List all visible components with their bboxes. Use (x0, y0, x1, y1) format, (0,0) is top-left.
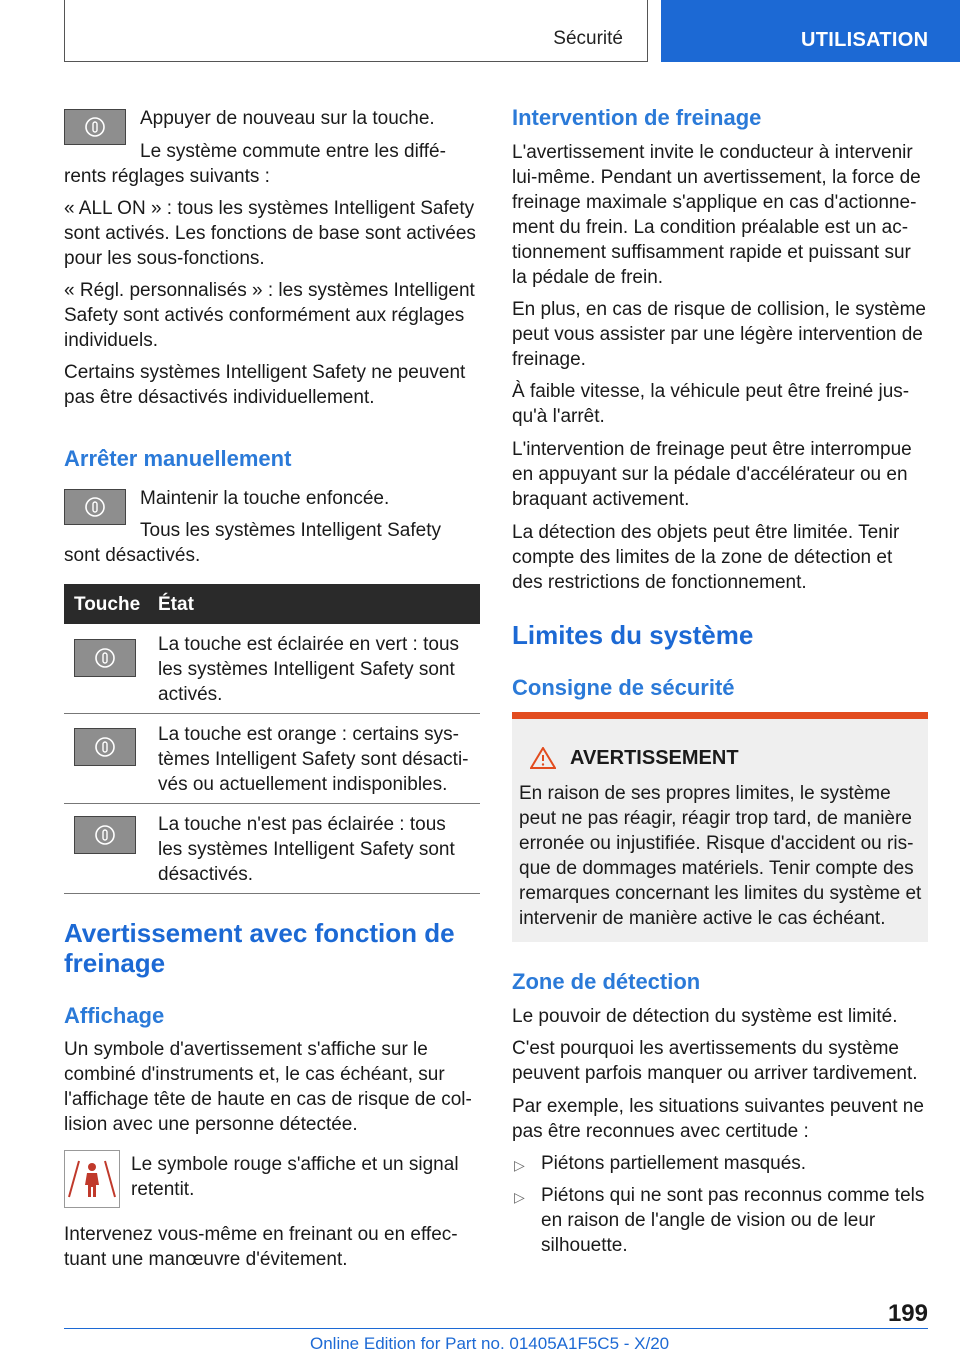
intervention-paragraph-5: La détection des objets peut être limitée. Tenir compte des limites de la zone de détection et des restrictions de fonctionnement. (512, 522, 900, 593)
header-left-box (64, 0, 648, 62)
list-item: Piétons qui ne sont pas reconnus comme tels en raison de l'angle de vision ou de leur silhouette. (541, 1185, 925, 1256)
chapter-tab: UTILISATION (661, 0, 960, 62)
bullet-triangle-icon: ▷ (514, 1157, 525, 1173)
table-row (64, 624, 480, 714)
table-cell-state: La touche est éclairée en vert : tous les systèmes Intelligent Safety sont activés. (158, 634, 460, 705)
edition-note: Online Edition for Part no. 01405A1F5C5 - X/20 (310, 1334, 670, 1353)
table-cell-state: La touche est orange : certains systèmes Intelligent Safety sont désactivés ou actuellement indisponibles. (158, 724, 469, 795)
intro-paragraph-2a: Le système commute entre les diffé- (140, 141, 446, 162)
arreter-paragraph-2b: sont désactivés. (64, 545, 201, 566)
table-cell-state: La touche n'est pas éclairée : tous les systèmes Intelligent Safety sont désactivés. (158, 814, 455, 885)
heading-intervention-freinage: Intervention de freinage (512, 105, 762, 130)
intervention-paragraph-3: À faible vitesse, la véhicule peut être freiné jusqu'à l'arrêt. (512, 381, 910, 427)
safety-button-green-icon (74, 639, 136, 677)
zone-paragraph-2: C'est pourquoi les avertissements du système peuvent parfois manquer ou arriver tardivement. (512, 1038, 918, 1084)
intervention-paragraph-4: L'intervention de freinage peut être interrompue en appuyant sur la pédale d'accélérateur ou en braquant activement. (512, 439, 912, 510)
section-title: Sécurité (553, 28, 623, 49)
safety-button-icon (64, 489, 126, 525)
heading-limites-systeme: Limites du système (512, 620, 754, 650)
zone-paragraph-1: Le pouvoir de détection du système est limité. (512, 1006, 898, 1027)
heading-zone-detection: Zone de détection (512, 969, 701, 994)
intervention-paragraph-1: L'avertissement invite le conducteur à intervenir lui-même. Pendant un avertissement, la force de freinage maximale s'applique en cas d'actionnement du frein. La condition préalable est un actionnement suffisamment rapide et puissant sur la pédale de frein. (512, 142, 921, 288)
heading-arreter-manuellement: Arrêter manuellement (64, 446, 292, 471)
arreter-paragraph-1: Maintenir la touche enfoncée. (140, 488, 390, 509)
table-row (64, 804, 480, 894)
footer-divider (64, 1328, 928, 1329)
zone-paragraph-3: Par exemple, les situations suivantes peuvent ne pas être reconnues avec certitude : (512, 1096, 924, 1142)
safety-button-orange-icon (74, 728, 136, 766)
heading-affichage: Affichage (64, 1003, 165, 1028)
column-header-etat: État (158, 594, 194, 615)
intervention-paragraph-2: En plus, en cas de risque de collision, le système peut vous assister par une légère intervention de freinage. (512, 299, 926, 370)
pedestrian-warning-icon (64, 1150, 120, 1208)
intervenez-paragraph: Intervenez vous-même en freinant ou en effectuant une manœuvre d'évitement. (64, 1224, 458, 1270)
table-header (64, 584, 480, 624)
paragraph-regl-personnalises: « Régl. personnalisés » : les systèmes Intelligent Safety sont activés conformément aux réglages individuels. (64, 280, 475, 351)
paragraph-all-on: « ALL ON » : tous les systèmes Intelligent Safety sont activés. Les fonctions de base sont activées pour les sous-fonctions. (64, 198, 476, 269)
button-state-table (64, 584, 480, 894)
heading-consigne-securite: Consigne de sécurité (512, 675, 735, 700)
page-number: 199 (887, 1300, 928, 1327)
heading-avertissement-freinage: Avertissement avec fonction de freinage (64, 918, 455, 978)
warning-title: AVERTISSEMENT (570, 747, 739, 769)
list-item: Piétons partiellement masqués. (541, 1153, 807, 1174)
bullet-triangle-icon: ▷ (514, 1189, 525, 1205)
warning-triangle-icon (530, 747, 556, 774)
column-header-touche: Touche (74, 594, 141, 615)
arreter-paragraph-2a: Tous les systèmes Intelligent Safety (140, 520, 441, 541)
symbole-paragraph: Le symbole rouge s'affiche et un signal retentit. (131, 1154, 459, 1200)
intro-paragraph-2b: rents réglages suivants : (64, 166, 270, 187)
intro-paragraph-1: Appuyer de nouveau sur la touche. (140, 108, 435, 129)
safety-button-icon (64, 109, 126, 145)
safety-button-off-icon (74, 816, 136, 854)
affichage-paragraph: Un symbole d'avertissement s'affiche sur le combiné d'instruments et, le cas échéant, sur l'affichage tête de haute en cas de risque de collision avec une personne détectée. (64, 1039, 472, 1135)
warning-box (512, 712, 928, 942)
table-row (64, 714, 480, 804)
warning-text: En raison de ses propres limites, le système peut ne pas réagir, réagir trop tard, de manière erronée ou injustifiée. Risque d'accident ou risque de dommages matériels. Tenir compte des remarques concernant les limites du système et intervenir de manière active le cas échéant. (519, 783, 922, 929)
paragraph-certains-systemes: Certains systèmes Intelligent Safety ne peuvent pas être désactivés individuellement. (64, 362, 466, 408)
